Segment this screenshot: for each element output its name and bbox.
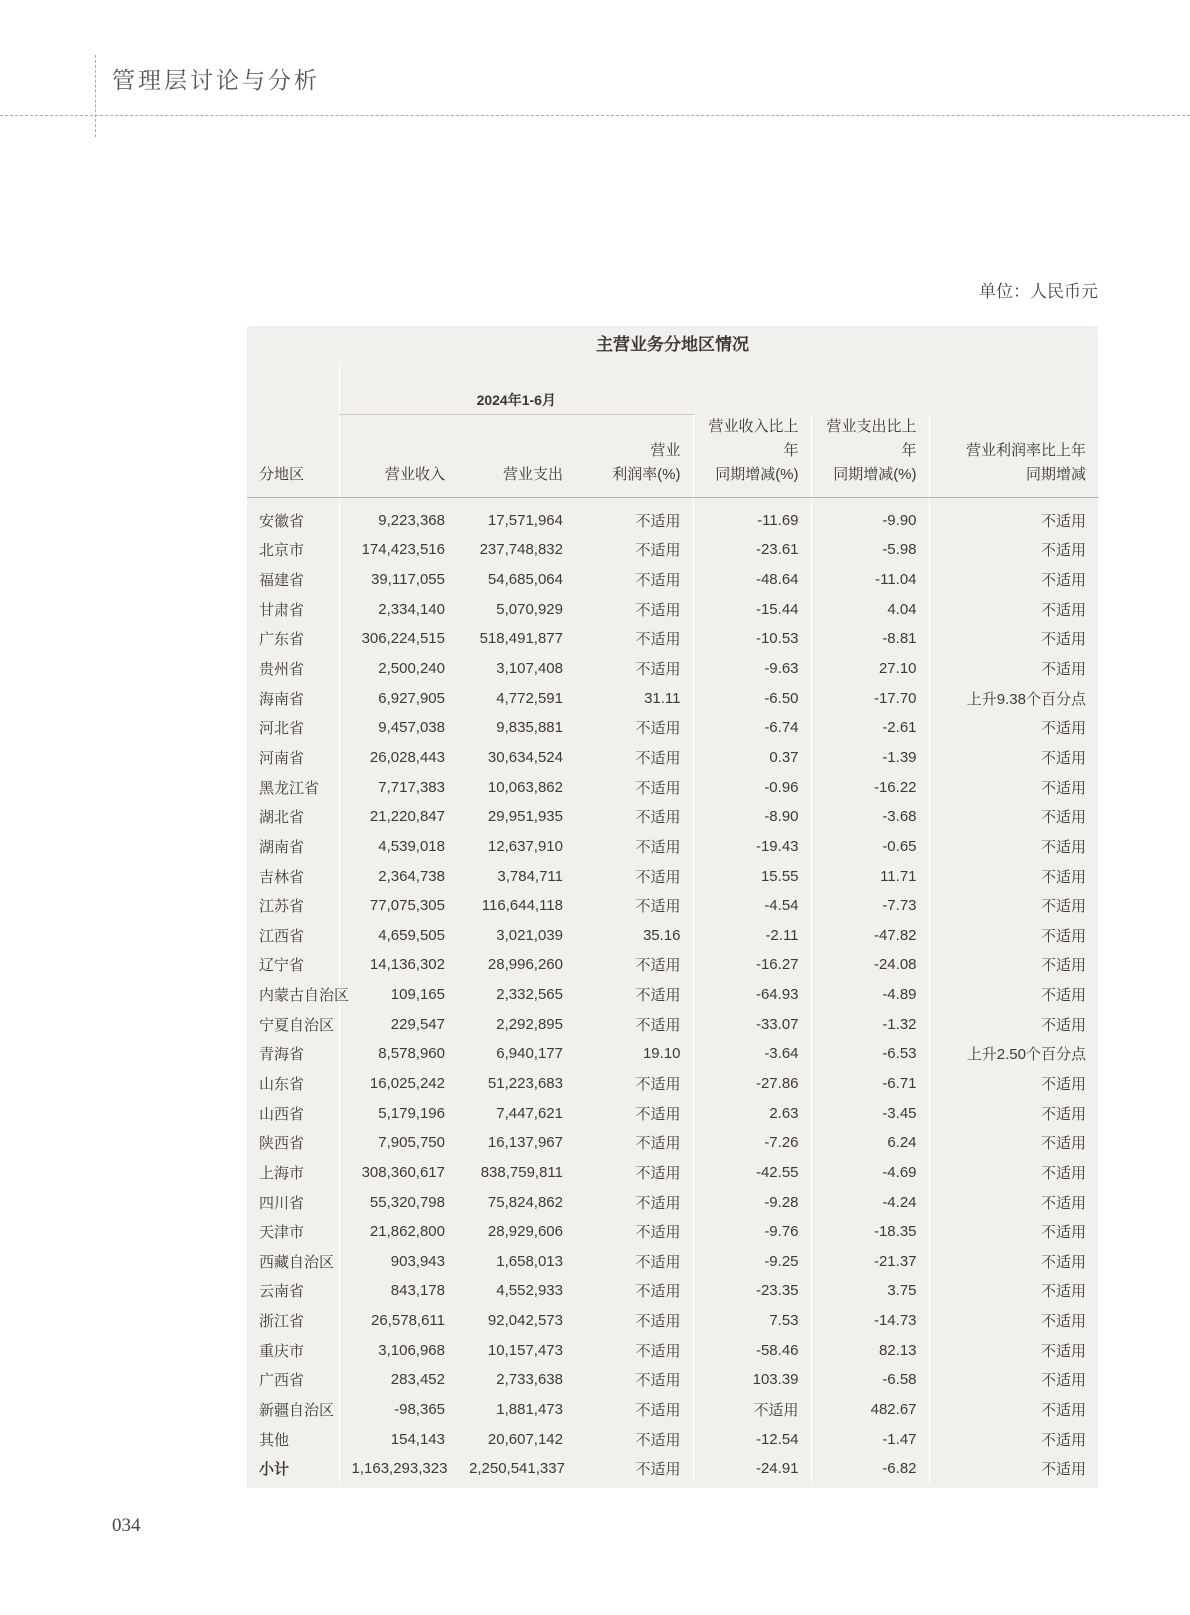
table-total-row [247, 1454, 1098, 1484]
cell-revenue-change: 103.39 [693, 1365, 811, 1395]
cell-expense: 1,658,013 [496, 1252, 563, 1270]
region-table-container [247, 326, 1098, 1488]
cell-margin-change: 不适用 [929, 772, 1098, 802]
table-row [247, 1158, 1098, 1188]
table-row [247, 1306, 1098, 1336]
cell-margin-change: 不适用 [929, 1158, 1098, 1188]
period-header: 2024年1-6月 [339, 362, 693, 415]
cell-expense-change: -7.73 [811, 891, 929, 921]
cell-margin: 不适用 [635, 1194, 681, 1212]
cell-revenue-change: 7.53 [693, 1306, 811, 1336]
table-row [247, 861, 1098, 891]
cell-region: 山西省 [259, 1105, 305, 1123]
cell-revenue: 2,500,240 [339, 654, 457, 684]
cell-expense: 30,634,524 [487, 748, 563, 766]
cell-margin: 不适用 [635, 1253, 681, 1271]
cell-margin: 不适用 [635, 542, 681, 560]
cell-region: 广东省 [259, 631, 305, 649]
cell-region: 四川省 [259, 1194, 305, 1212]
column-header-row [247, 415, 1098, 498]
table-row [247, 1335, 1098, 1365]
cell-margin-change: 不适用 [929, 891, 1098, 921]
cell-revenue-change: -9.28 [693, 1187, 811, 1217]
table-row [247, 497, 1098, 535]
cell-margin: 不适用 [635, 1461, 681, 1479]
cell-revenue-change: -7.26 [693, 1128, 811, 1158]
cell-expense: 3,107,408 [496, 660, 563, 678]
cell-expense-change: -0.65 [811, 832, 929, 862]
cell-region: 云南省 [259, 1283, 305, 1301]
cell-margin-change: 不适用 [929, 594, 1098, 624]
cell-margin: 不适用 [635, 601, 681, 619]
cell-expense: 3,784,711 [497, 867, 563, 885]
header-vertical-rule [95, 55, 96, 137]
cell-margin-change: 上升2.50个百分点 [929, 1039, 1098, 1069]
cell-revenue-change: -24.91 [693, 1454, 811, 1484]
col-header-region: 分地区 [247, 415, 339, 498]
cell-region: 河北省 [259, 720, 305, 738]
cell-region: 小计 [259, 1461, 290, 1479]
cell-revenue: 7,905,750 [339, 1128, 457, 1158]
cell-margin: 不适用 [635, 1105, 681, 1123]
cell-expense: 838,759,811 [480, 1163, 563, 1181]
cell-expense-change: 4.04 [811, 594, 929, 624]
cell-expense-change: -3.68 [811, 802, 929, 832]
table-row [247, 1217, 1098, 1247]
cell-region: 甘肃省 [259, 601, 305, 619]
cell-margin: 不适用 [635, 1283, 681, 1301]
table-row [247, 1009, 1098, 1039]
cell-expense: 54,685,064 [487, 571, 563, 589]
col-header-revenue-change-line1: 营业收入比上年 [708, 417, 799, 459]
table-caption: 主营业务分地区情况 [596, 335, 749, 354]
cell-expense-change: -17.70 [811, 683, 929, 713]
cell-margin: 不适用 [635, 572, 681, 590]
cell-margin: 不适用 [635, 868, 681, 886]
cell-expense: 17,571,964 [487, 511, 563, 529]
cell-margin: 不适用 [635, 838, 681, 856]
cell-margin-change: 不适用 [929, 1098, 1098, 1128]
cell-revenue: 229,547 [339, 1009, 457, 1039]
cell-margin: 35.16 [642, 926, 681, 944]
cell-region: 湖北省 [259, 809, 305, 827]
table-row [247, 654, 1098, 684]
table-row [247, 743, 1098, 773]
cell-revenue: 2,334,140 [339, 594, 457, 624]
col-header-margin-change-line2: 同期增减 [1025, 465, 1086, 483]
cell-expense-change: -1.32 [811, 1009, 929, 1039]
col-header-expense-change-line1: 营业支出比上年 [826, 417, 917, 459]
cell-revenue-change: -19.43 [693, 832, 811, 862]
cell-region: 贵州省 [259, 661, 305, 679]
cell-region: 吉林省 [259, 868, 305, 886]
cell-revenue: 3,106,968 [339, 1335, 457, 1365]
cell-expense: 4,552,933 [496, 1282, 563, 1300]
cell-expense: 2,332,565 [496, 986, 563, 1004]
table-row [247, 713, 1098, 743]
cell-expense: 237,748,832 [479, 541, 563, 559]
cell-revenue: 4,539,018 [339, 832, 457, 862]
cell-margin: 不适用 [635, 720, 681, 738]
cell-revenue-change: 15.55 [693, 861, 811, 891]
cell-revenue: 174,423,516 [339, 535, 457, 565]
cell-margin: 不适用 [635, 957, 681, 975]
table-row [247, 1039, 1098, 1069]
cell-region: 福建省 [259, 572, 305, 590]
cell-expense: 116,644,118 [481, 897, 563, 915]
cell-margin-change: 上升9.38个百分点 [929, 683, 1098, 713]
cell-margin-change: 不适用 [929, 1306, 1098, 1336]
cell-revenue: 283,452 [339, 1365, 457, 1395]
cell-revenue-change: 2.63 [693, 1098, 811, 1128]
table-row [247, 1098, 1098, 1128]
cell-region: 黑龙江省 [259, 779, 320, 797]
cell-expense-change: -4.24 [811, 1187, 929, 1217]
table-row [247, 891, 1098, 921]
cell-expense-change: -6.82 [811, 1454, 929, 1484]
cell-margin-change: 不适用 [929, 950, 1098, 980]
cell-revenue-change: -64.93 [693, 980, 811, 1010]
cell-region: 宁夏自治区 [259, 1016, 335, 1034]
cell-region: 广西省 [259, 1372, 305, 1390]
cell-expense-change: -2.61 [811, 713, 929, 743]
col-header-revenue-change [693, 415, 811, 498]
cell-expense: 20,607,142 [487, 1430, 563, 1448]
table-row [247, 1187, 1098, 1217]
cell-region: 重庆市 [259, 1342, 305, 1360]
cell-margin-change: 不适用 [929, 1009, 1098, 1039]
table-row [247, 920, 1098, 950]
col-header-margin-change-line1: 营业利润率比上年 [965, 441, 1086, 459]
cell-margin-change: 不适用 [929, 832, 1098, 862]
cell-region: 上海市 [259, 1164, 305, 1182]
table-row [247, 594, 1098, 624]
cell-revenue-change: -6.50 [693, 683, 811, 713]
cell-expense-change: -6.71 [811, 1069, 929, 1099]
cell-margin-change: 不适用 [929, 861, 1098, 891]
cell-margin-change: 不适用 [929, 802, 1098, 832]
cell-region: 海南省 [259, 690, 305, 708]
cell-region: 内蒙古自治区 [259, 987, 350, 1005]
cell-revenue: 39,117,055 [339, 565, 457, 595]
cell-expense: 1,881,473 [496, 1401, 563, 1419]
cell-margin: 不适用 [635, 898, 681, 916]
cell-margin-change: 不适用 [929, 497, 1098, 535]
cell-expense-change: 27.10 [811, 654, 929, 684]
cell-revenue-change: -0.96 [693, 772, 811, 802]
cell-revenue-change: -9.63 [693, 654, 811, 684]
table-row [247, 1395, 1098, 1425]
col-header-expense: 营业支出 [457, 415, 575, 498]
cell-margin: 不适用 [635, 1372, 681, 1390]
cell-revenue-change: -23.61 [693, 535, 811, 565]
cell-expense: 92,042,573 [487, 1312, 563, 1330]
cell-revenue: 16,025,242 [339, 1069, 457, 1099]
cell-revenue-change: -8.90 [693, 802, 811, 832]
cell-expense-change: -21.37 [811, 1247, 929, 1277]
cell-margin: 19.10 [642, 1045, 681, 1063]
cell-expense-change: -18.35 [811, 1217, 929, 1247]
cell-revenue: 9,457,038 [339, 713, 457, 743]
cell-revenue-change: 不适用 [693, 1395, 811, 1425]
table-row [247, 1128, 1098, 1158]
cell-revenue: 26,578,611 [339, 1306, 457, 1336]
table-row [247, 1069, 1098, 1099]
cell-expense: 3,021,039 [496, 926, 563, 944]
cell-region: 陕西省 [259, 1135, 305, 1153]
cell-margin: 不适用 [635, 1313, 681, 1331]
cell-revenue-change: -2.11 [693, 920, 811, 950]
cell-revenue: 1,163,293,323 [339, 1454, 457, 1484]
cell-margin-change: 不适用 [929, 713, 1098, 743]
col-header-revenue-change-line2: 同期增减(%) [715, 465, 799, 483]
cell-region: 江西省 [259, 927, 305, 945]
cell-expense-change: -4.69 [811, 1158, 929, 1188]
cell-expense: 2,292,895 [496, 1015, 563, 1033]
cell-revenue-change: 0.37 [693, 743, 811, 773]
cell-revenue: 6,927,905 [339, 683, 457, 713]
cell-margin-change: 不适用 [929, 535, 1098, 565]
cell-revenue: 5,179,196 [339, 1098, 457, 1128]
cell-revenue: 77,075,305 [339, 891, 457, 921]
cell-margin-change: 不适用 [929, 743, 1098, 773]
cell-revenue-change: -16.27 [693, 950, 811, 980]
cell-margin-change: 不适用 [929, 565, 1098, 595]
cell-margin: 不适用 [635, 809, 681, 827]
cell-revenue: 843,178 [339, 1276, 457, 1306]
cell-expense-change: -1.47 [811, 1424, 929, 1454]
cell-margin: 不适用 [635, 1164, 681, 1182]
cell-expense: 4,772,591 [496, 689, 563, 707]
col-header-expense-change [811, 415, 929, 498]
cell-expense-change: -8.81 [811, 624, 929, 654]
table-row [247, 535, 1098, 565]
col-header-margin-line1: 营业 [650, 441, 681, 459]
cell-revenue-change: -42.55 [693, 1158, 811, 1188]
cell-expense: 16,137,967 [487, 1134, 563, 1152]
cell-revenue: 306,224,515 [339, 624, 457, 654]
cell-margin-change: 不适用 [929, 1365, 1098, 1395]
cell-expense-change: -16.22 [811, 772, 929, 802]
region-table [247, 362, 1098, 1484]
cell-region: 其他 [259, 1431, 290, 1449]
cell-margin: 不适用 [635, 661, 681, 679]
cell-revenue-change: -6.74 [693, 713, 811, 743]
table-row [247, 683, 1098, 713]
cell-region: 河南省 [259, 749, 305, 767]
cell-revenue: -98,365 [339, 1395, 457, 1425]
cell-expense: 6,940,177 [496, 1045, 563, 1063]
cell-revenue-change: -11.69 [693, 497, 811, 535]
page-header-title: 管理层讨论与分析 [112, 68, 320, 93]
cell-expense-change: 82.13 [811, 1335, 929, 1365]
cell-expense-change: 11.71 [811, 861, 929, 891]
cell-expense-change: -3.45 [811, 1098, 929, 1128]
cell-expense: 51,223,683 [487, 1074, 563, 1092]
cell-margin: 不适用 [635, 1402, 681, 1420]
col-header-margin-change [929, 415, 1098, 498]
cell-revenue-change: -33.07 [693, 1009, 811, 1039]
cell-margin-change: 不适用 [929, 1247, 1098, 1277]
cell-revenue-change: -15.44 [693, 594, 811, 624]
cell-margin-change: 不适用 [929, 654, 1098, 684]
page-number: 034 [112, 1515, 141, 1536]
cell-revenue-change: -48.64 [693, 565, 811, 595]
col-header-margin [575, 415, 693, 498]
cell-margin-change: 不适用 [929, 624, 1098, 654]
cell-margin: 不适用 [635, 1342, 681, 1360]
cell-revenue: 308,360,617 [339, 1158, 457, 1188]
table-row [247, 980, 1098, 1010]
cell-margin: 不适用 [635, 749, 681, 767]
table-row [247, 832, 1098, 862]
cell-margin-change: 不适用 [929, 1335, 1098, 1365]
cell-expense-change: -47.82 [811, 920, 929, 950]
cell-revenue: 9,223,368 [339, 497, 457, 535]
col-header-expense-change-line2: 同期增减(%) [833, 465, 917, 483]
table-row [247, 624, 1098, 654]
cell-margin-change: 不适用 [929, 980, 1098, 1010]
cell-region: 西藏自治区 [259, 1253, 335, 1271]
cell-revenue: 21,862,800 [339, 1217, 457, 1247]
cell-margin-change: 不适用 [929, 1069, 1098, 1099]
cell-revenue-change: -12.54 [693, 1424, 811, 1454]
table-row [247, 565, 1098, 595]
cell-region: 山东省 [259, 1075, 305, 1093]
cell-margin: 不适用 [635, 779, 681, 797]
cell-expense: 5,070,929 [496, 600, 563, 618]
cell-revenue: 154,143 [339, 1424, 457, 1454]
cell-revenue: 4,659,505 [339, 920, 457, 950]
cell-margin: 不适用 [635, 1224, 681, 1242]
cell-margin-change: 不适用 [929, 1187, 1098, 1217]
cell-region: 北京市 [259, 542, 305, 560]
cell-expense: 12,637,910 [487, 837, 563, 855]
cell-revenue: 109,165 [339, 980, 457, 1010]
cell-region: 青海省 [259, 1046, 305, 1064]
cell-margin-change: 不适用 [929, 1128, 1098, 1158]
table-row [247, 1247, 1098, 1277]
cell-expense: 75,824,862 [487, 1193, 563, 1211]
cell-margin-change: 不适用 [929, 1217, 1098, 1247]
cell-expense: 7,447,621 [496, 1104, 563, 1122]
table-body [247, 497, 1098, 1484]
cell-revenue-change: -9.25 [693, 1247, 811, 1277]
cell-revenue-change: -10.53 [693, 624, 811, 654]
cell-expense: 518,491,877 [479, 630, 563, 648]
cell-region: 江苏省 [259, 898, 305, 916]
cell-revenue-change: -4.54 [693, 891, 811, 921]
cell-margin: 不适用 [635, 1135, 681, 1153]
period-header-row [247, 362, 1098, 415]
cell-revenue: 903,943 [339, 1247, 457, 1277]
cell-revenue-change: -58.46 [693, 1335, 811, 1365]
cell-margin: 不适用 [635, 1431, 681, 1449]
cell-margin-change: 不适用 [929, 920, 1098, 950]
cell-region: 安徽省 [259, 512, 305, 530]
cell-revenue-change: -9.76 [693, 1217, 811, 1247]
cell-revenue: 2,364,738 [339, 861, 457, 891]
cell-revenue: 55,320,798 [339, 1187, 457, 1217]
cell-expense: 28,996,260 [487, 956, 563, 974]
cell-expense-change: -6.53 [811, 1039, 929, 1069]
cell-margin-change: 不适用 [929, 1276, 1098, 1306]
cell-expense: 2,733,638 [496, 1371, 563, 1389]
cell-revenue-change: -27.86 [693, 1069, 811, 1099]
cell-revenue: 14,136,302 [339, 950, 457, 980]
cell-expense: 29,951,935 [487, 808, 563, 826]
cell-expense-change: -5.98 [811, 535, 929, 565]
col-header-margin-line2: 利润率(%) [612, 465, 681, 483]
cell-expense-change: -4.89 [811, 980, 929, 1010]
cell-region: 辽宁省 [259, 957, 305, 975]
cell-expense: 10,157,473 [487, 1341, 563, 1359]
cell-revenue: 21,220,847 [339, 802, 457, 832]
cell-margin: 不适用 [635, 512, 681, 530]
table-row [247, 950, 1098, 980]
table-row [247, 1276, 1098, 1306]
cell-expense-change: -6.58 [811, 1365, 929, 1395]
table-row [247, 772, 1098, 802]
cell-expense-change: 6.24 [811, 1128, 929, 1158]
cell-expense-change: -1.39 [811, 743, 929, 773]
cell-revenue: 8,578,960 [339, 1039, 457, 1069]
cell-margin: 不适用 [635, 631, 681, 649]
cell-margin: 不适用 [635, 1016, 681, 1034]
cell-expense-change: -24.08 [811, 950, 929, 980]
cell-margin-change: 不适用 [929, 1395, 1098, 1425]
cell-expense: 2,250,541,337 [469, 1460, 565, 1478]
cell-region: 新疆自治区 [259, 1402, 335, 1420]
cell-region: 天津市 [259, 1224, 305, 1242]
cell-margin: 不适用 [635, 1075, 681, 1093]
cell-margin: 31.11 [644, 689, 681, 707]
table-row [247, 1424, 1098, 1454]
cell-margin: 不适用 [635, 987, 681, 1005]
cell-revenue: 26,028,443 [339, 743, 457, 773]
cell-expense-change: 482.67 [811, 1395, 929, 1425]
cell-region: 湖南省 [259, 838, 305, 856]
cell-expense: 9,835,881 [496, 719, 563, 737]
cell-margin-change: 不适用 [929, 1424, 1098, 1454]
cell-revenue-change: -3.64 [693, 1039, 811, 1069]
cell-region: 浙江省 [259, 1313, 305, 1331]
table-row [247, 802, 1098, 832]
unit-label: 单位：人民币元 [979, 282, 1098, 301]
cell-expense-change: 3.75 [811, 1276, 929, 1306]
cell-expense-change: -14.73 [811, 1306, 929, 1336]
table-row [247, 1365, 1098, 1395]
cell-expense-change: -11.04 [811, 565, 929, 595]
cell-revenue-change: -23.35 [693, 1276, 811, 1306]
cell-expense-change: -9.90 [811, 497, 929, 535]
cell-expense: 10,063,862 [487, 778, 563, 796]
cell-margin-change: 不适用 [929, 1454, 1098, 1484]
col-header-revenue: 营业收入 [339, 415, 457, 498]
cell-expense: 28,929,606 [487, 1223, 563, 1241]
cell-revenue: 7,717,383 [339, 772, 457, 802]
header-horizontal-rule [0, 115, 1190, 116]
